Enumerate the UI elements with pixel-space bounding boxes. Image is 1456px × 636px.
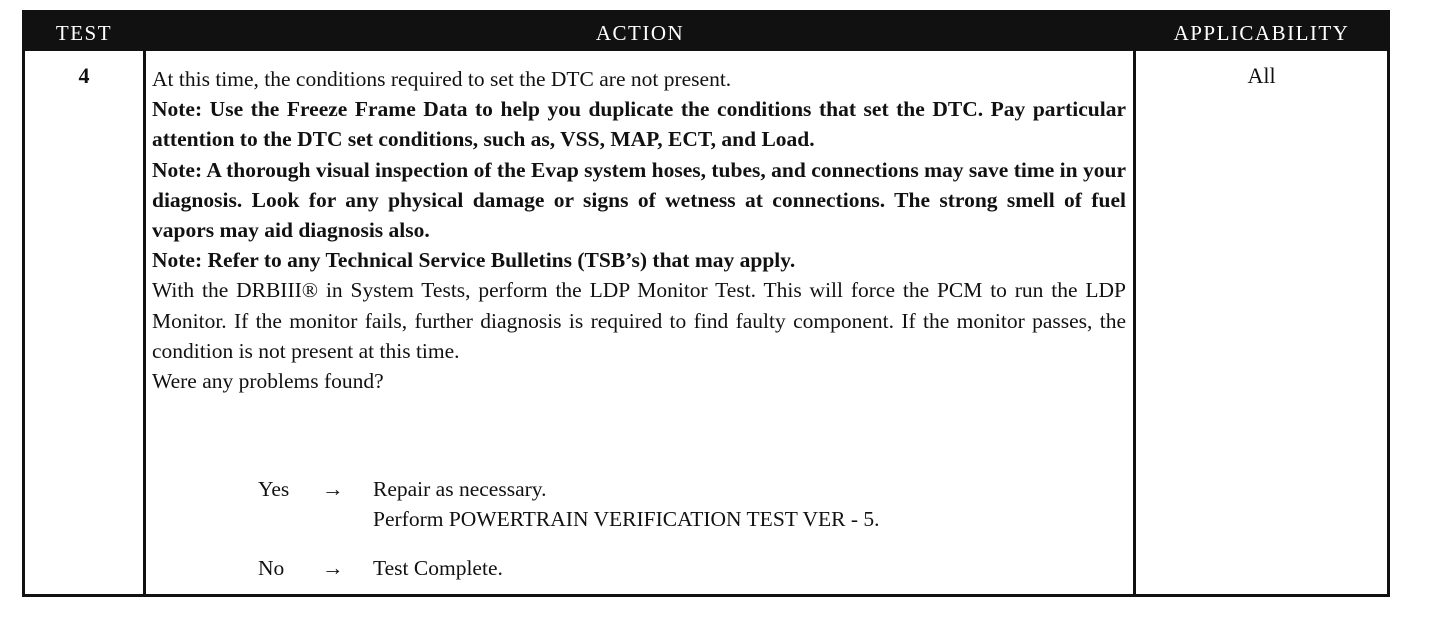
question-text: Were any problems found? bbox=[152, 369, 384, 394]
header-action: ACTION bbox=[595, 21, 685, 45]
no-action: Test Complete. bbox=[373, 556, 503, 580]
yes-label: Yes bbox=[258, 477, 290, 501]
diagnostic-table bbox=[22, 10, 1390, 597]
arrow-icon: → bbox=[322, 477, 344, 501]
applicability-value: All bbox=[1247, 63, 1276, 88]
no-label: No bbox=[258, 556, 285, 580]
yes-action-line1: Repair as necessary. bbox=[373, 477, 547, 501]
note-visual-inspection: Note: A thorough visual inspection of the Evap system hoses, tubes, and connections may save time in your diagnosis. Look for any physical damage or signs of wetness at connections. The strong smell of fuel vapors may aid diagnosis also. bbox=[152, 157, 1126, 243]
test-number: 4 bbox=[78, 63, 90, 88]
procedure-text: With the DRBIII® in System Tests, perform the LDP Monitor Test. This will force the PCM to run the LDP Monitor. If the monitor fails, further diagnosis is required to find faulty component. If the monitor passes, the condition is not present at this time. bbox=[152, 278, 1126, 363]
intro-text: At this time, the conditions required to set the DTC are not present. bbox=[152, 67, 732, 91]
yes-action-line2: Perform POWERTRAIN VERIFICATION TEST VER - 5. bbox=[373, 507, 880, 531]
note-freeze-frame: Note: Use the Freeze Frame Data to help you duplicate the conditions that set the DTC. Pay particular attention to the DTC set conditions, such as, VSS, MAP, ECT, and Load. bbox=[152, 97, 1126, 152]
table-header bbox=[25, 13, 1387, 51]
column-divider bbox=[1133, 51, 1136, 594]
header-applicability: APPLICABILITY bbox=[1173, 21, 1350, 45]
note-tsb: Note: Refer to any Technical Service Bulletins (TSB’s) that may apply. bbox=[152, 248, 796, 273]
action-text bbox=[152, 64, 1126, 396]
header-test: TEST bbox=[55, 21, 113, 45]
arrow-icon: → bbox=[322, 556, 344, 580]
yes-action bbox=[373, 474, 880, 534]
column-divider bbox=[143, 51, 146, 594]
